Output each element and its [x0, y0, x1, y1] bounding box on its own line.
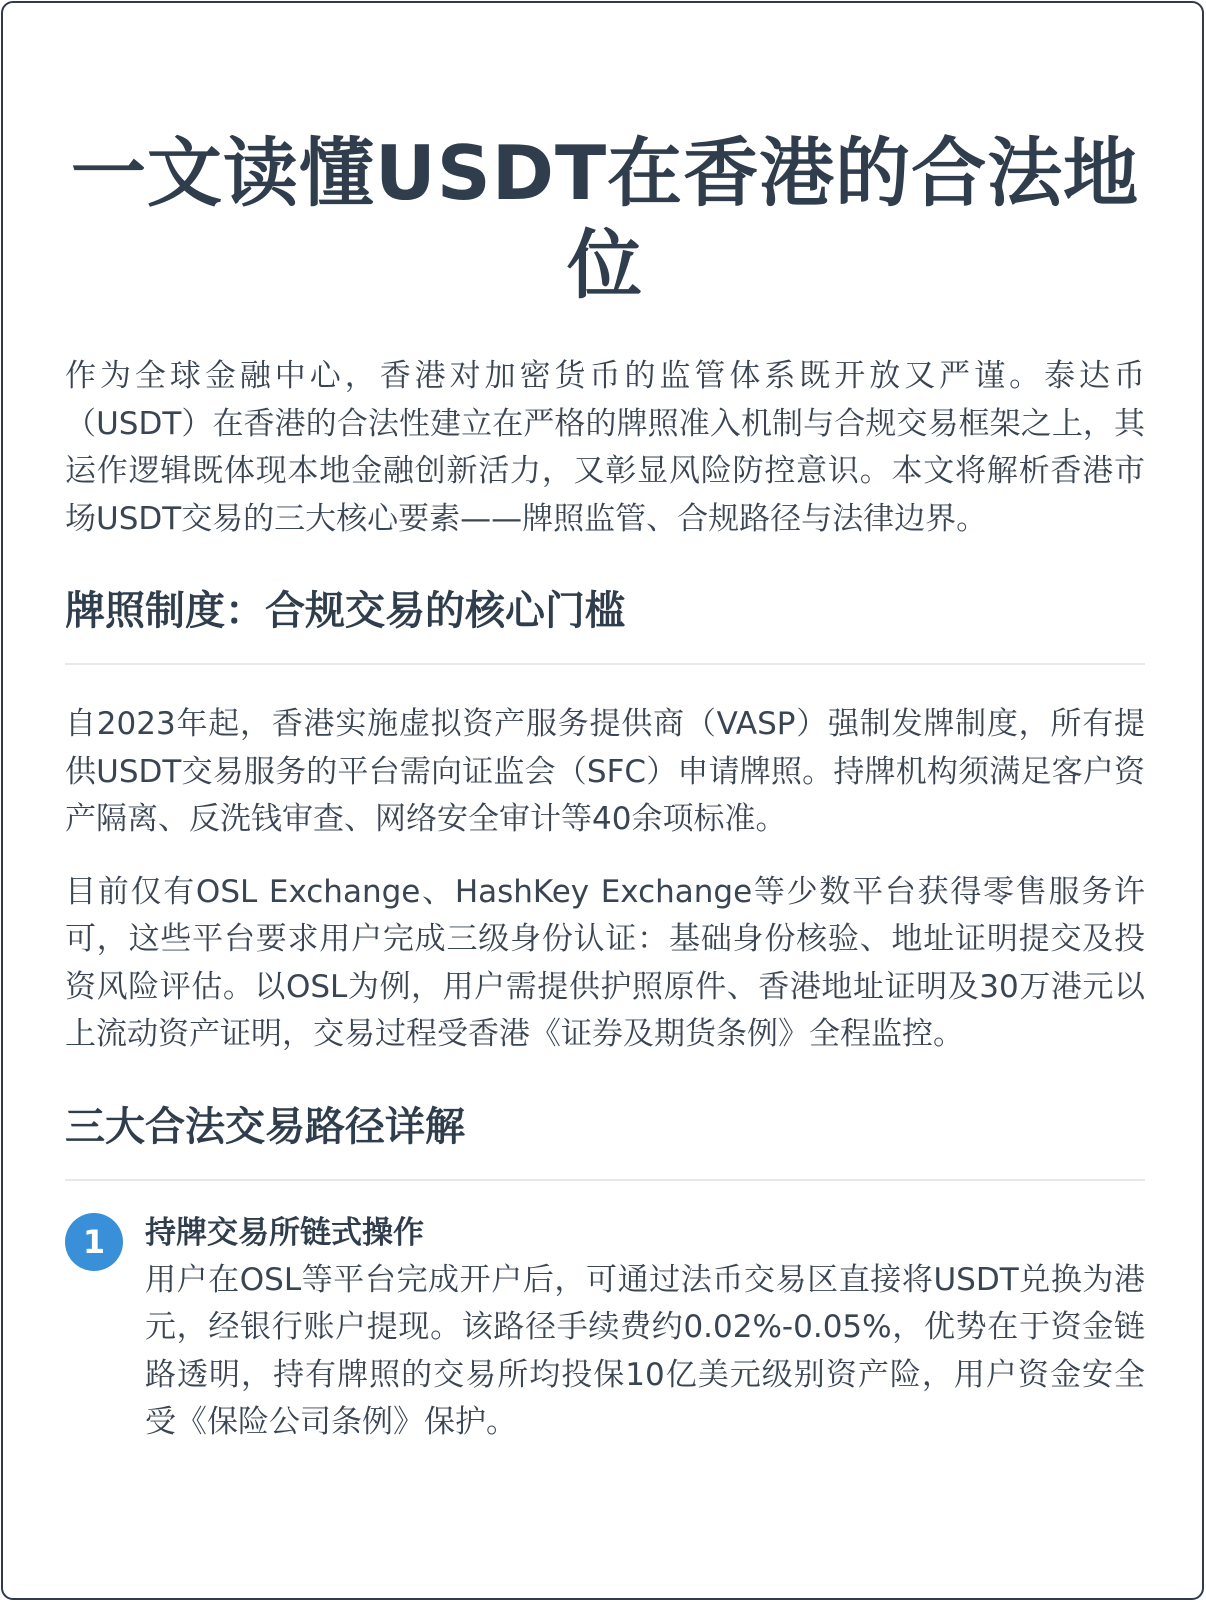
license-paragraph-1: 自2023年起，香港实施虚拟资产服务提供商（VASP）强制发牌制度，所有提供USDT交易服务的平台需向证监会（SFC）申请牌照。持牌机构须满足客户资产隔离、反洗钱审查、网络安全审计等40余项标准。 [65, 706, 1145, 837]
list-item-body: 用户在OSL等平台完成开户后，可通过法币交易区直接将USDT兑换为港元，经银行账户提现。该路径手续费约0.02%-0.05%，优势在于资金链路透明，持有牌照的交易所均投保10亿美元级别资产险，用户资金安全受《保险公司条例》保护。 [145, 1261, 1145, 1440]
list-item-title: 持牌交易所链式操作 [145, 1214, 424, 1251]
section-heading-license: 牌照制度：合规交易的核心门槛 [65, 588, 625, 634]
article-card [1, 1, 1204, 1600]
article-content [65, 3, 1145, 1447]
section-divider [65, 1179, 1145, 1181]
number-badge: 1 [65, 1213, 123, 1271]
section-heading-paths: 三大合法交易路径详解 [65, 1103, 465, 1150]
intro-paragraph: 作为全球金融中心，香港对加密货币的监管体系既开放又严谨。泰达币（USDT）在香港的合法性建立在严格的牌照准入机制与合规交易框架之上，其运作逻辑既体现本地金融创新活力，又彰显风险防控意识。本文将解析香港市场USDT交易的三大核心要素——牌照监管、合规路径与法律边界。 [65, 358, 1145, 537]
article-title: 一文读懂USDT在香港的合法地位 [70, 129, 1140, 309]
list-item [65, 1211, 1145, 1447]
section-divider [65, 663, 1145, 665]
license-paragraph-2: 目前仅有OSL Exchange、HashKey Exchange等少数平台获得零售服务许可，这些平台要求用户完成三级身份认证：基础身份核验、地址证明提交及投资风险评估。以OSL为例，用户需提供护照原件、香港地址证明及30万港元以上流动资产证明，交易过程受香港《证券及期货条例》全程监控。 [65, 873, 1145, 1052]
